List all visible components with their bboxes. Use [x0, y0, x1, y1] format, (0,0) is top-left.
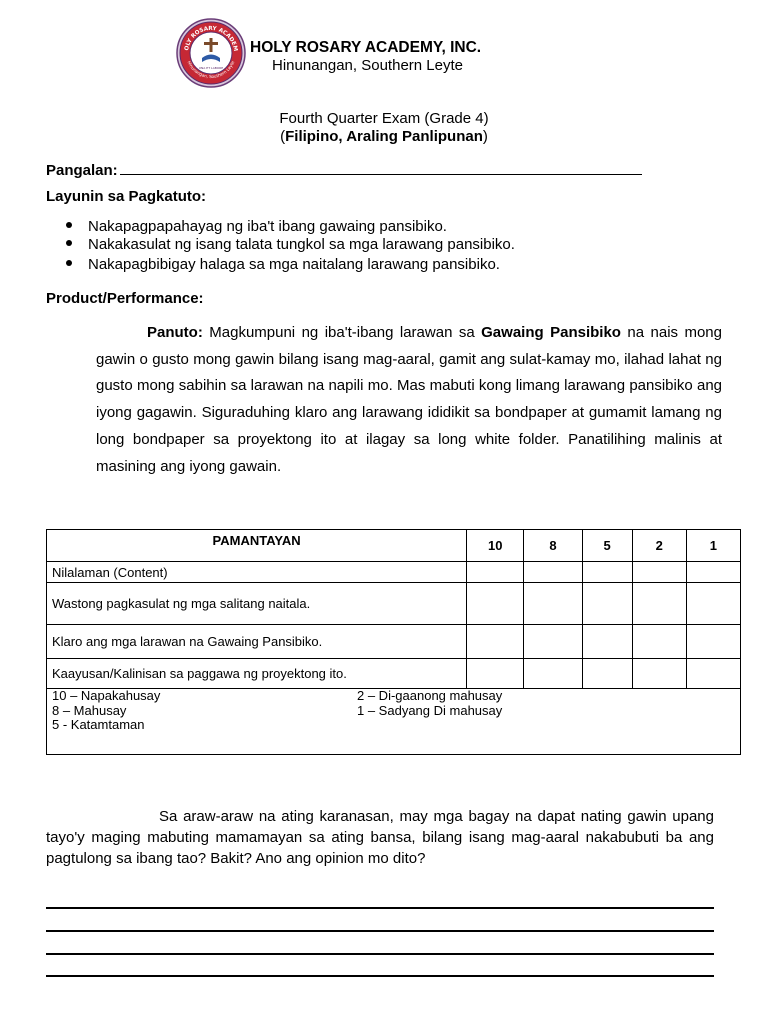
criterion-label: Kaayusan/Kalinisan sa paggawa ng proyektong ito.: [47, 659, 467, 689]
bullet-icon: [66, 260, 72, 266]
instructions-paragraph: [96, 320, 722, 480]
score-cell[interactable]: [582, 562, 632, 583]
score-cell[interactable]: [582, 625, 632, 659]
score-cell[interactable]: [632, 659, 686, 689]
objective-text: Nakapagbibigay halaga sa mga naitalang larawang pansibiko.: [88, 256, 500, 273]
logo-text-top: OLY ROSARY ACADEM: [184, 25, 239, 52]
objective-text: Nakapagpapahayag ng iba't ibang gawaing pansibiko.: [88, 218, 447, 235]
criterion-label: Klaro ang mga larawan na Gawaing Pansibiko.: [47, 625, 467, 659]
score-cell[interactable]: [582, 583, 632, 625]
gawaing-pansibiko-highlight: Gawaing Pansibiko: [481, 324, 621, 341]
instructions-text: Magkumpuni ng iba't-ibang larawan sa: [202, 324, 482, 341]
score-cell[interactable]: [524, 583, 582, 625]
table-row: [47, 659, 741, 689]
score-cell[interactable]: [686, 659, 740, 689]
legend-item: 8 – Mahusay: [52, 702, 127, 718]
legend-item: 1 – Sadyang Di mahusay: [357, 702, 503, 718]
objectives-heading: Layunin sa Pagkatuto:: [46, 188, 207, 205]
score-cell[interactable]: [582, 659, 632, 689]
score-header: 2: [632, 530, 686, 562]
rubric-table: [46, 529, 741, 755]
score-cell[interactable]: [632, 562, 686, 583]
rubric-header-row: [47, 530, 741, 562]
table-row: [47, 562, 741, 583]
score-header: 5: [582, 530, 632, 562]
name-blank-line[interactable]: [120, 162, 642, 175]
legend-column: [52, 689, 357, 733]
legend-item: 2 – Di-gaanong mahusay: [357, 688, 503, 703]
score-header: 10: [467, 530, 524, 562]
subjects-open-paren: (: [280, 128, 286, 145]
rubric-header-label: PAMANTAYAN: [47, 530, 467, 562]
panuto-label: Panuto:: [147, 324, 203, 341]
objective-item: [66, 218, 447, 235]
legend-item: 10 – Napakahusay: [52, 688, 161, 703]
score-header: 1: [686, 530, 740, 562]
score-cell[interactable]: [467, 583, 524, 625]
school-seal-logo: [176, 18, 246, 88]
school-name: HOLY ROSARY ACADEMY, INC.: [250, 39, 482, 56]
logo-motto: UNA ET LABORE: [198, 66, 224, 70]
answer-line[interactable]: [46, 930, 714, 932]
product-heading: Product/Performance:: [46, 290, 204, 307]
table-row: [47, 625, 741, 659]
score-cell[interactable]: [686, 625, 740, 659]
score-cell[interactable]: [467, 625, 524, 659]
table-row: [47, 583, 741, 625]
answer-line[interactable]: [46, 953, 714, 955]
exam-subjects: [0, 128, 768, 145]
score-cell[interactable]: [632, 583, 686, 625]
logo-text-bottom: Hinunangan, Southern Leyte: [186, 60, 236, 80]
bullet-icon: [66, 240, 72, 246]
objective-text: Nakakasulat ng isang talata tungkol sa mga larawang pansibiko.: [88, 236, 515, 253]
criterion-label: Nilalaman (Content): [47, 562, 467, 583]
rubric-legend-row: [47, 689, 741, 755]
subjects-close-paren: ): [482, 128, 488, 145]
score-cell[interactable]: [686, 583, 740, 625]
school-address: Hinunangan, Southern Leyte: [272, 57, 463, 74]
objective-item: [66, 256, 500, 273]
legend-column: [357, 689, 502, 733]
score-cell[interactable]: [524, 659, 582, 689]
score-cell[interactable]: [524, 625, 582, 659]
score-header: 8: [524, 530, 582, 562]
score-cell[interactable]: [686, 562, 740, 583]
criterion-label: Wastong pagkasulat ng mga salitang naitala.: [47, 583, 467, 625]
score-cell[interactable]: [467, 562, 524, 583]
question-text: Sa araw-araw na ating karanasan, may mga bagay na dapat nating gawin upang tayo'y maging mabuting mamamayan sa ating bansa, bilang isang mag-aaral nakabubuti ba ang pagtulong sa ibang tao? Bakit? Ano ang opinion mo dito?: [46, 808, 714, 867]
score-cell[interactable]: [632, 625, 686, 659]
legend-item: 5 - Katamtaman: [52, 717, 145, 732]
name-label: Pangalan:: [46, 162, 118, 179]
essay-question: [46, 806, 714, 869]
score-cell[interactable]: [467, 659, 524, 689]
answer-line[interactable]: [46, 975, 714, 977]
bullet-icon: [66, 222, 72, 228]
instructions-text: na nais mong gawin o gusto mong gawin bilang isang mag-aaral, gamit ang sulat-kamay mo, ilahad lahat ng gusto mong sabihin sa larawan na napili mo. Mas mabuti kong limang larawang pansibiko ang iyong gagawin. Siguraduhing klaro ang larawang ididikit sa bondpaper at gumamit lamang ng long bondpaper sa proyektong ito at ilagay sa long white folder. Panatilihing malinis at masining ang iyong gawain.: [96, 324, 722, 475]
objective-item: [66, 236, 515, 253]
score-cell[interactable]: [524, 562, 582, 583]
exam-title: Fourth Quarter Exam (Grade 4): [279, 110, 489, 127]
rubric-legend: [47, 689, 741, 755]
name-field[interactable]: [46, 162, 642, 179]
answer-line[interactable]: [46, 907, 714, 909]
subjects-text: Filipino, Araling Panlipunan: [285, 128, 483, 145]
